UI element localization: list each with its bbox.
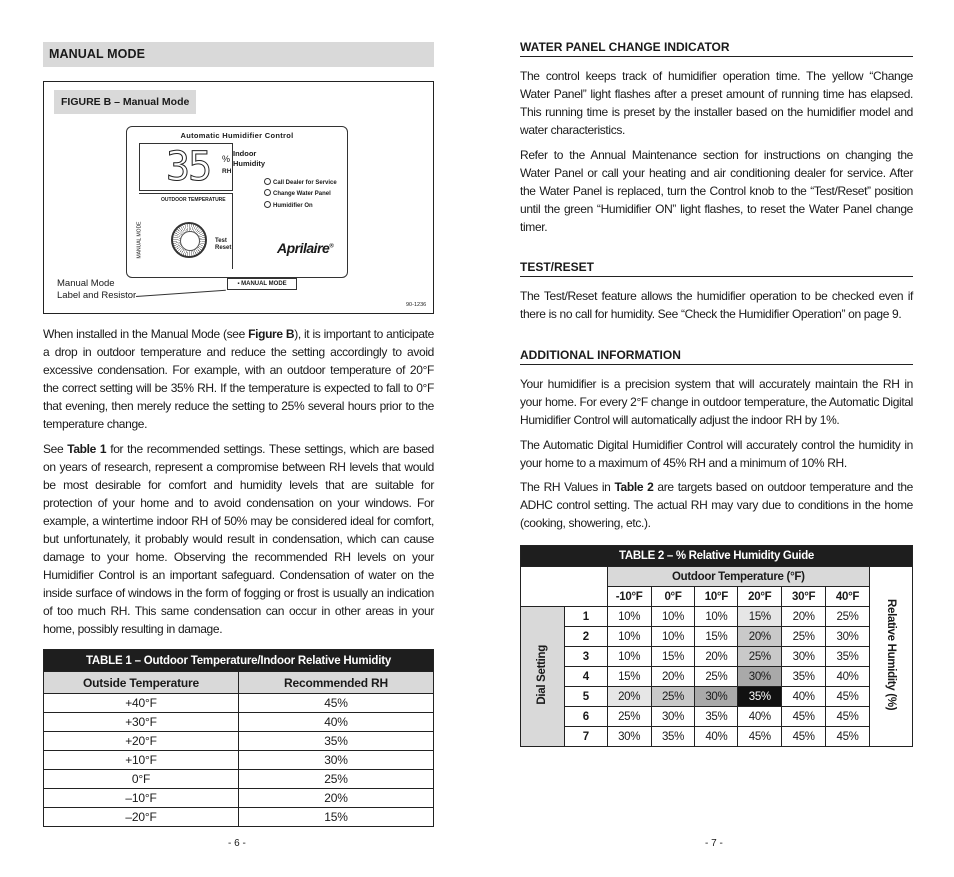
lcd-rh: RH xyxy=(222,168,232,175)
table-cell: –20°F xyxy=(44,808,239,827)
dial-setting-label: Dial Setting xyxy=(536,645,549,705)
table-cell: 20% xyxy=(738,627,782,647)
table-cell: 45% xyxy=(782,707,826,727)
test-reset-label xyxy=(215,238,231,252)
table-row xyxy=(521,627,913,647)
figure-label: FIGURE B – Manual Mode xyxy=(54,90,196,114)
dial-setting-value: 1 xyxy=(564,607,607,627)
table2-rh-label-cell xyxy=(869,567,912,747)
table-cell: 20% xyxy=(239,789,434,808)
additional-info-paragraph-2: The Automatic Digital Humidifier Control will accurately control the humidity in your home to a maximum of 45% RH and a minimum of 10% RH. xyxy=(520,438,913,470)
page-number-left: - 6 - xyxy=(228,838,246,849)
heading-test-reset: TEST/RESET xyxy=(520,260,913,277)
table1-header-recommended: Recommended RH xyxy=(239,672,434,694)
table-cell: +10°F xyxy=(44,751,239,770)
table-cell: 15% xyxy=(607,667,651,687)
temp-header: 0°F xyxy=(651,587,695,607)
table-cell: 10% xyxy=(607,607,651,627)
table-cell: 45% xyxy=(239,694,434,713)
heading-water-panel-change: WATER PANEL CHANGE INDICATOR xyxy=(520,40,913,57)
device-title: Automatic Humidifier Control xyxy=(180,131,294,140)
table-row xyxy=(521,727,913,747)
water-panel-paragraph-2: Refer to the Annual Maintenance section for instructions on changing the Water Panel or call your heating and air conditioning dealer for service. After the Water Panel is replaced, turn the Control knob to the “Test/Reset” position until the green “Humidifier ON” light flashes, to reset the Water Panel change timer. xyxy=(520,148,913,234)
dial-setting-value: 7 xyxy=(564,727,607,747)
table1-header-outside: Outside Temperature xyxy=(44,672,239,694)
temp-header: 40°F xyxy=(826,587,870,607)
table-1-ref: Table 1 xyxy=(67,442,107,456)
table-2-ref: Table 2 xyxy=(614,480,654,494)
lcd-percent: % xyxy=(222,154,231,164)
table-cell: 45% xyxy=(826,707,870,727)
lcd-value: 35 xyxy=(166,144,211,190)
manual-mode-strip: ▪ MANUAL MODE xyxy=(227,278,297,290)
table-cell: 35% xyxy=(239,732,434,751)
dial-setting-value: 4 xyxy=(564,667,607,687)
table-cell: 40% xyxy=(782,687,826,707)
manual-mode-vertical-label: MANUAL MODE xyxy=(136,221,143,259)
note-line-1: Manual Mode xyxy=(57,278,115,289)
table-cell: 30% xyxy=(695,687,738,707)
table-cell: 15% xyxy=(695,627,738,647)
table-row xyxy=(521,647,913,667)
indoor-line: Indoor xyxy=(233,149,257,158)
table-cell: 10% xyxy=(607,647,651,667)
logo-text: Aprilaire xyxy=(277,240,330,256)
status-humidifier-on: Humidifier On xyxy=(264,201,313,209)
page-number-right: - 7 - xyxy=(705,838,723,849)
dial-setting-value: 2 xyxy=(564,627,607,647)
outdoor-temperature-arc-label: OUTDOOR TEMPERATURE xyxy=(161,197,226,203)
table-cell: 20% xyxy=(651,667,695,687)
p6-text-cont: are targets based on outdoor temperature and the ADHC control setting. The actual RH may vary due to conditions in the home (cooking, showering, etc.). xyxy=(520,480,914,530)
status-change-water-panel: Change Water Panel xyxy=(264,189,331,197)
manual-mode-note xyxy=(57,278,136,302)
para1-text: When installed in the Manual Mode (see xyxy=(43,327,249,341)
humidifier-control-illustration xyxy=(126,126,348,278)
table-cell: 15% xyxy=(738,607,782,627)
table-cell: –10°F xyxy=(44,789,239,808)
table-row xyxy=(521,707,913,727)
table-row xyxy=(521,607,913,627)
table-cell: +30°F xyxy=(44,713,239,732)
table-row xyxy=(44,751,434,770)
para1-text-cont: ), it is important to anticipate a drop in outdoor temperature and reduce the setting accordingly to avoid excessive condensation. For example, with an outdoor temperature of 20°F the correct setting will be 35% RH. If the temperature is expected to fall to 0°F that evening, then merely reduce the setting to 25% several hours prior to the temperature change. xyxy=(43,327,434,431)
table-cell: 30% xyxy=(239,751,434,770)
manual-mode-paragraph xyxy=(43,325,434,433)
table-row xyxy=(521,687,913,707)
table-cell: 15% xyxy=(239,808,434,827)
table-cell: 40% xyxy=(239,713,434,732)
relative-humidity-label: Relative Humidity (%) xyxy=(884,599,897,711)
test-line: Test xyxy=(215,238,227,244)
additional-info-paragraph-1: Your humidifier is a precision system that will accurately maintain the RH in your home. For every 2°F change in outdoor temperature, the Automatic Digital Humidifier Control will automatically adjust the indoor RH by 1%. xyxy=(520,377,913,427)
para2-text: See xyxy=(43,442,68,456)
table-cell: 25% xyxy=(695,667,738,687)
figure-b-ref: Figure B xyxy=(248,327,295,341)
note-line-2: Label and Resistor xyxy=(57,290,137,301)
table1-intro-paragraph xyxy=(43,440,434,638)
table-cell: 25% xyxy=(651,687,695,707)
section-title-manual-mode: MANUAL MODE xyxy=(43,42,434,67)
table-cell: 40% xyxy=(738,707,782,727)
dial-setting-label-cell xyxy=(521,607,565,747)
table-1 xyxy=(43,649,434,827)
table2-corner xyxy=(521,567,608,607)
reset-line: Reset xyxy=(215,245,232,251)
table-cell: 10% xyxy=(651,607,695,627)
table-row xyxy=(44,694,434,713)
temp-header: -10°F xyxy=(607,587,651,607)
table-row xyxy=(44,789,434,808)
temp-header: 10°F xyxy=(695,587,738,607)
table2-caption: TABLE 2 – % Relative Humidity Guide xyxy=(521,546,913,567)
table-cell: 35% xyxy=(695,707,738,727)
table-cell-highlight: 35% xyxy=(738,687,782,707)
table-cell: 35% xyxy=(782,667,826,687)
indoor-humidity-label xyxy=(233,149,265,169)
table-cell: 20% xyxy=(782,607,826,627)
table-cell: 30% xyxy=(651,707,695,727)
figure-b xyxy=(43,81,434,314)
table-cell: 45% xyxy=(782,727,826,747)
table-cell: 40% xyxy=(695,727,738,747)
table-cell: 25% xyxy=(607,707,651,727)
dial-setting-value: 6 xyxy=(564,707,607,727)
figure-code: 90-1236 xyxy=(406,302,427,308)
table-cell: 20% xyxy=(695,647,738,667)
table-cell: 45% xyxy=(826,687,870,707)
table-cell: 45% xyxy=(826,727,870,747)
temp-header: 30°F xyxy=(782,587,826,607)
table-cell: 0°F xyxy=(44,770,239,789)
p6-text: The RH Values in xyxy=(520,480,615,494)
para2-text-cont: for the recommended settings. These settings, which are based on years of research, represent a compromise between RH levels that would be most desirable for comfort and humidity levels that are suitable for protection of your home and to avoid condensation on your windows. For example, a wintertime indoor RH of 50% may be considered ideal for comfort, but unfortunately, it probably would result in condensation, which can cause damage to your home. Observing the recommended RH levels on your Humidifier Control is an important safeguard. Condensation of water on the inside surface of windows in the form of fogging or frost is usually an indication of too much RH. This same condensation can occur in other areas in your home, possibly resulting in damage. xyxy=(43,442,434,636)
leader-line xyxy=(136,290,226,297)
table-cell: 35% xyxy=(651,727,695,747)
table-row xyxy=(44,770,434,789)
temp-header: 20°F xyxy=(738,587,782,607)
dial-setting-value: 3 xyxy=(564,647,607,667)
table-cell: 35% xyxy=(826,647,870,667)
table-cell: 30% xyxy=(738,667,782,687)
table-cell: 25% xyxy=(738,647,782,667)
water-panel-paragraph-1: The control keeps track of humidifier operation time. The yellow “Change Water Panel” light flashes after a preset amount of running time has elapsed. This running time is preset by the installer based on the humidifier model and water characteristics. xyxy=(520,69,913,137)
table-cell: +20°F xyxy=(44,732,239,751)
table-cell: 30% xyxy=(826,627,870,647)
dial-knob xyxy=(171,222,207,258)
table-cell: 25% xyxy=(826,607,870,627)
table-row xyxy=(44,808,434,827)
table-cell: 30% xyxy=(607,727,651,747)
table1-caption: TABLE 1 – Outdoor Temperature/Indoor Relative Humidity xyxy=(44,650,434,672)
table-row xyxy=(521,667,913,687)
table-cell: 10% xyxy=(695,607,738,627)
status-call-dealer: Call Dealer for Service xyxy=(264,178,337,186)
table2-outdoor-header: Outdoor Temperature (°F) xyxy=(607,567,869,587)
table-cell: 25% xyxy=(239,770,434,789)
lcd-display xyxy=(139,143,233,191)
dial-setting-value: 5 xyxy=(564,687,607,707)
aprilaire-logo: Aprilaire® xyxy=(277,240,334,256)
additional-info-paragraph-3 xyxy=(520,478,913,532)
table-cell: 45% xyxy=(738,727,782,747)
humidity-line: Humidity xyxy=(233,159,266,168)
table-row xyxy=(44,713,434,732)
table-cell: 40% xyxy=(826,667,870,687)
table-cell: 10% xyxy=(651,627,695,647)
table-2 xyxy=(520,545,913,747)
table-cell: +40°F xyxy=(44,694,239,713)
table-cell: 25% xyxy=(782,627,826,647)
test-reset-paragraph: The Test/Reset feature allows the humidifier operation to be checked even if there is no call for humidity. See “Check the Humidifier Operation” on page 9. xyxy=(520,289,913,321)
table-cell: 30% xyxy=(782,647,826,667)
heading-additional-info: ADDITIONAL INFORMATION xyxy=(520,348,913,365)
table-cell: 10% xyxy=(607,627,651,647)
table-row xyxy=(44,732,434,751)
table-cell: 20% xyxy=(607,687,651,707)
table-cell: 15% xyxy=(651,647,695,667)
